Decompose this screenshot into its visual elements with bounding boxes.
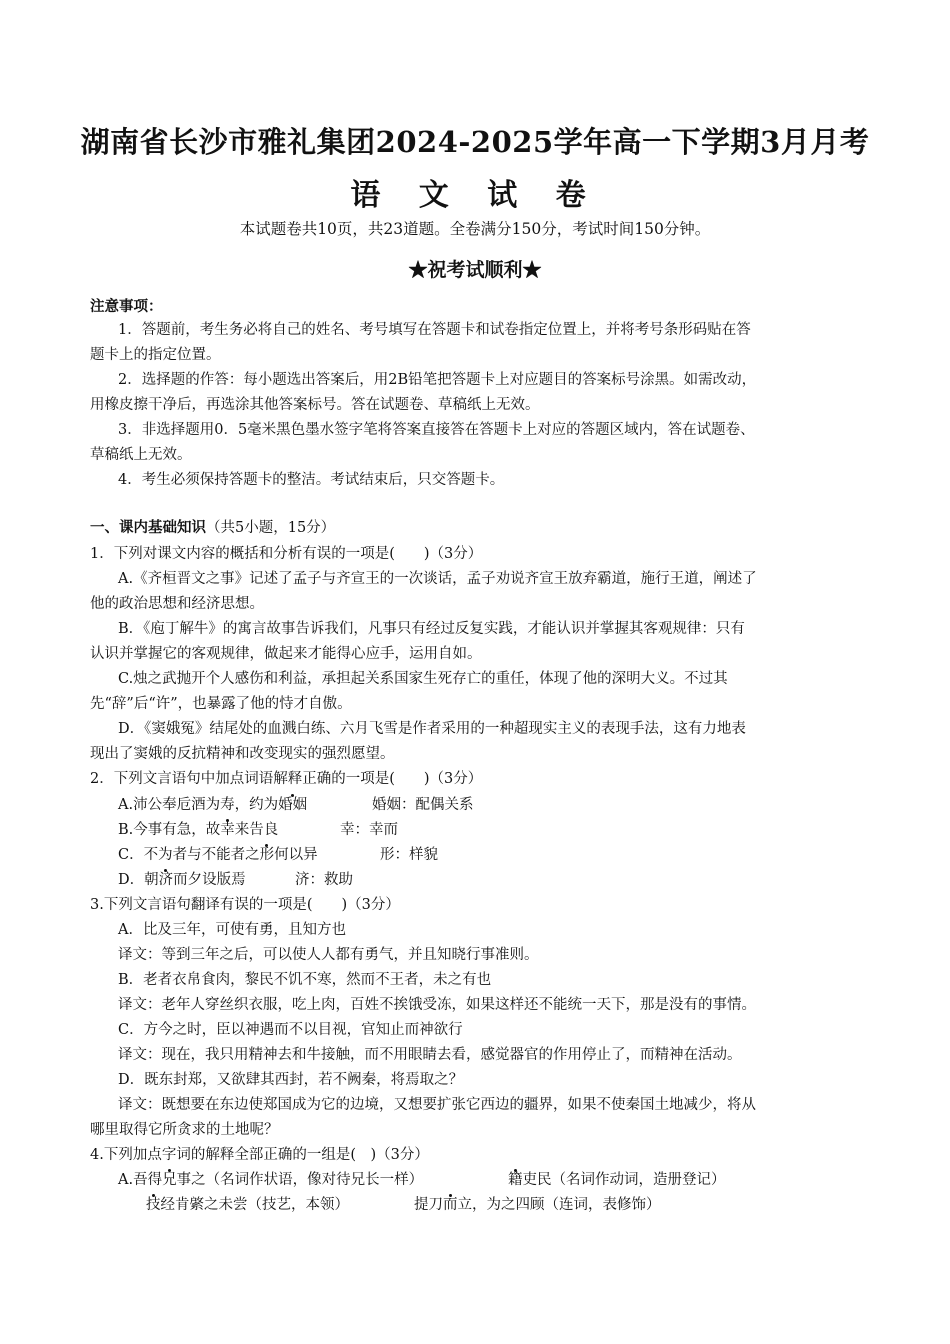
- q3-line: 译文：老年人穿丝织衣服，吃上肉，百姓不挨饿受冻，如果这样还不能统一天下，那是没有的事情。: [118, 997, 756, 1013]
- option-text: D．朝: [118, 872, 159, 888]
- q2-gloss-b: 幸：幸而: [340, 822, 398, 838]
- q1-option-line: A.《齐桓晋文之事》记述了孟子与齐宣王的一次谈话，孟子劝说齐宣王放弃霸道，施行王道，阐述了: [118, 571, 757, 587]
- q1-option-line: 现出了窦娥的反抗精神和改变现实的强烈愿望。: [90, 746, 395, 762]
- q4-option-a-3: [146, 1193, 349, 1214]
- q3-line: 哪里取得它所贪求的土地呢？: [90, 1122, 279, 1138]
- option-text: 而夕设版焉: [173, 872, 246, 888]
- q2-option-b: [118, 818, 278, 839]
- q3-line: 译文：既想要在东边使郑国成为它的边境，又想要扩张它西边的疆界，如果不使秦国土地减少，将从: [118, 1097, 756, 1113]
- notes-line: 4．考生必须保持答题卡的整洁。考试结束后，只交答题卡。: [118, 472, 505, 488]
- notes-line: 题卡上的指定位置。: [90, 347, 221, 363]
- option-text: 事之（名词作状语，像对待兄长一样）: [176, 1172, 424, 1188]
- option-text: 吏民（名词作动词，造册登记）: [522, 1172, 726, 1188]
- notes-heading: 注意事项：: [90, 298, 163, 315]
- option-text: 提刀: [414, 1197, 443, 1213]
- q3-line: C．方今之时，臣以神遇而不以目视，官知止而神欲行: [118, 1022, 463, 1038]
- notes-line: 草稿纸上无效。: [90, 447, 192, 463]
- option-text: B.今事有急，故: [118, 822, 221, 838]
- section-title: 一、课内基础知识: [90, 519, 206, 536]
- q1-option-line: D．《窦娥冤》结尾处的血溅白练、六月飞雪是作者采用的一种超现实主义的表现手法，这有力地表: [118, 721, 746, 737]
- option-text: 何以异: [274, 847, 318, 863]
- dotted-word: 兄: [162, 1172, 177, 1188]
- option-text: 来告良: [234, 822, 279, 838]
- section-meta: （共5小题，15分）: [206, 520, 336, 536]
- exam-info: 本试题卷共10页，共23道题。全卷满分150分，考试时间150分钟。: [239, 220, 711, 238]
- q3-line: A．比及三年，可使有勇，且知方也: [118, 922, 346, 938]
- q2-option-a: [118, 793, 307, 814]
- q1-option-line: B．《庖丁解牛》的寓言故事告诉我们，凡事只有经过反复实践，才能认识并掌握其客观规律：只有: [118, 621, 745, 637]
- q2-option-c: [118, 843, 318, 864]
- dotted-word: 而: [443, 1197, 458, 1213]
- option-text: 立，为之四顾（连词，表修饰）: [457, 1197, 661, 1213]
- q3-line: D．既东封郑，又欲肆其西封，若不阙秦，将焉取之？: [118, 1072, 464, 1088]
- option-text: C．不为者与不能者之: [118, 847, 260, 863]
- exam-subtitle: 语 文 试 卷: [350, 178, 600, 213]
- option-text: 经肯綮之未尝（技艺，本领）: [160, 1197, 349, 1213]
- q2-gloss-d: 济：救助: [295, 872, 353, 888]
- option-text: A.沛公奉卮酒为寿，约为: [118, 797, 279, 813]
- dotted-word: 济: [158, 872, 174, 888]
- q1-option-line: 认识并掌握它的客观规律，做起来才能得心应手，运用自如。: [90, 646, 482, 662]
- q4-option-a-2: [508, 1168, 726, 1189]
- question-1-stem: 1．下列对课文内容的概括和分析有误的一项是( )（3分）: [90, 546, 483, 562]
- q2-option-d: [118, 868, 246, 889]
- dotted-word: 籍: [508, 1172, 523, 1188]
- q2-gloss-a: 婚姻：配偶关系: [372, 797, 474, 813]
- option-text: A.吾得: [118, 1172, 163, 1188]
- notes-line: 2．选择题的作答：每小题选出答案后，用2B铅笔把答题卡上对应题目的答案标号涂黑。如需改动，: [118, 372, 757, 388]
- dotted-word: 技: [146, 1197, 161, 1213]
- q3-line: B．老者衣帛食肉，黎民不饥不寒，然而不王者，未之有也: [118, 972, 492, 988]
- notes-line: 用橡皮擦干净后，再选涂其他答案标号。答在试题卷、草稿纸上无效。: [90, 397, 540, 413]
- question-4-stem: 4.下列加点字词的解释全部正确的一组是( )（3分）: [90, 1147, 429, 1163]
- dotted-word: 形: [259, 847, 275, 863]
- q4-option-a-4: [414, 1193, 661, 1214]
- notes-line: 1．答题前，考生务必将自己的姓名、考号填写在答题卡和试卷指定位置上，并将考号条形码贴在答: [118, 322, 751, 338]
- q1-option-line: 他的政治思想和经济思想。: [90, 596, 264, 612]
- question-2-stem: 2．下列文言语句中加点词语解释正确的一项是( )（3分）: [90, 771, 483, 787]
- notes-line: 3．非选择题用0．5毫米黑色墨水签字笔将答案直接答在答题卡上对应的答题区域内，答在试题卷、: [118, 422, 755, 438]
- dotted-word: 幸: [220, 822, 235, 838]
- q1-option-line: C.烛之武抛开个人感伤和利益，承担起关系国家生死存亡的重任，体现了他的深明大义。不过其: [118, 671, 728, 687]
- exam-title: 湖南省长沙市雅礼集团2024-2025学年高一下学期3月月考: [80, 125, 870, 159]
- good-luck-banner: ★祝考试顺利★: [408, 259, 542, 281]
- q1-option-line: 先“辞”后“许”，也暴露了他的恃才自傲。: [90, 696, 352, 712]
- q2-gloss-c: 形：样貌: [380, 847, 438, 863]
- section-heading: [90, 516, 335, 537]
- q4-option-a-1: [118, 1168, 423, 1189]
- question-3-stem: 3.下列文言语句翻译有误的一项是( )（3分）: [90, 897, 400, 913]
- q3-line: 译文：现在，我只用精神去和牛接触，而不用眼睛去看，感觉器官的作用停止了，而精神在活动。: [118, 1047, 742, 1063]
- q3-line: 译文：等到三年之后，可以使人人都有勇气，并且知晓行事准则。: [118, 947, 539, 963]
- dotted-word: 婚姻: [278, 797, 308, 813]
